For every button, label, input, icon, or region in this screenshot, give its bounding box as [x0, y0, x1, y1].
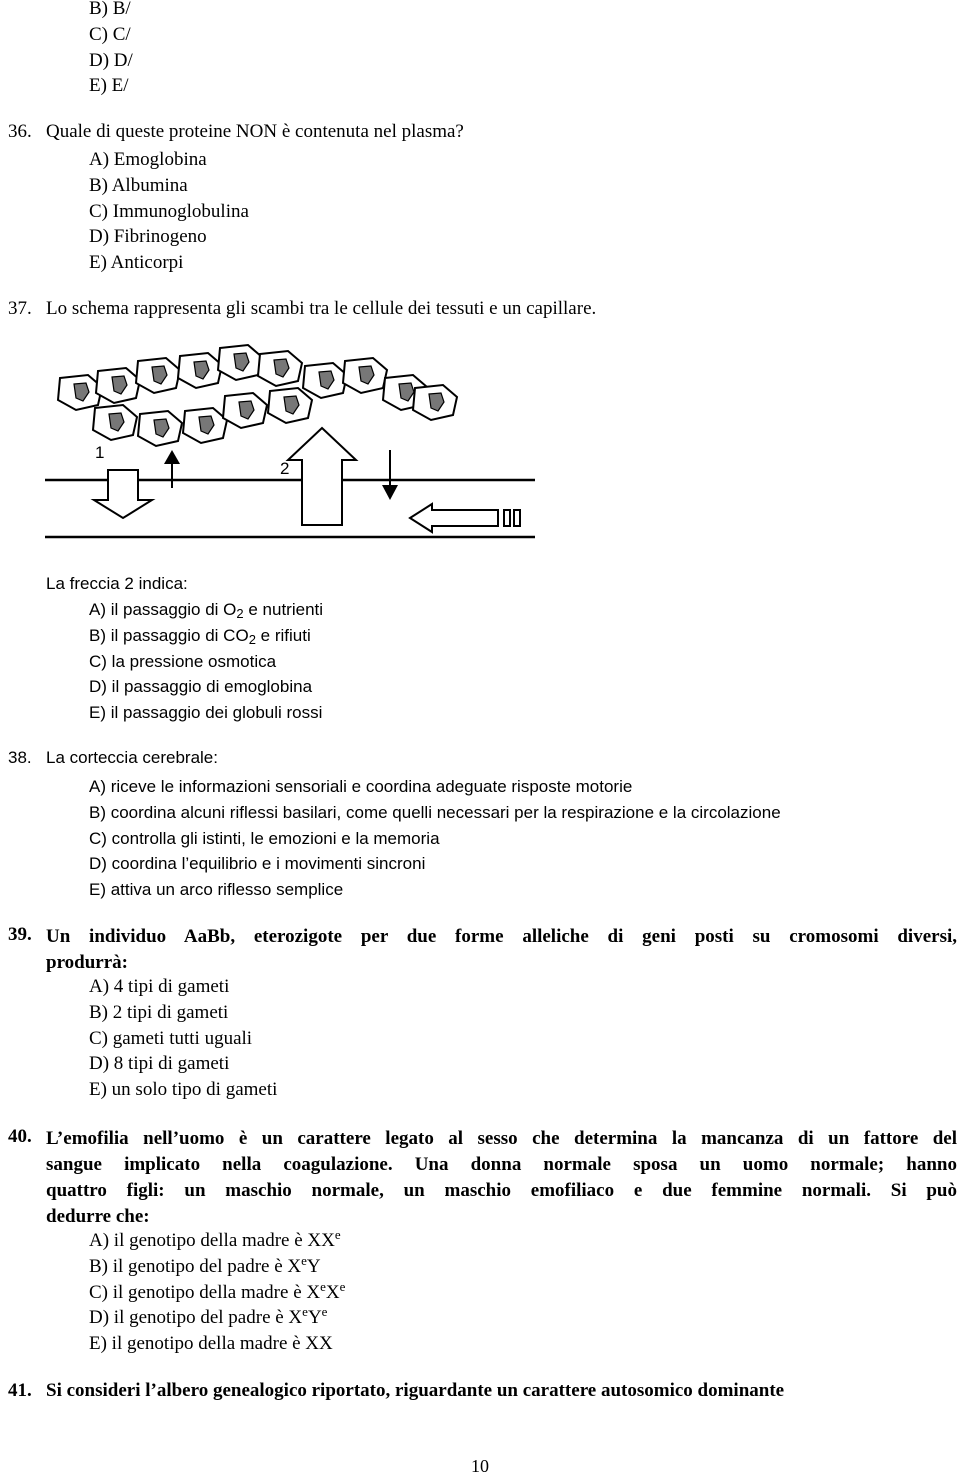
question-text: Si consideri l’albero genealogico riportato, riguardante un carattere autosomico dominante [46, 1380, 785, 1401]
question-prompt: La freccia 2 indica: [46, 574, 188, 593]
answer-option: C) Immunoglobulina [89, 200, 249, 222]
prev-option: E) E/ [89, 75, 129, 97]
answer-option: E) attiva un arco riflesso semplice [89, 880, 344, 900]
answer-options [89, 147, 249, 276]
diagram-label-1: 1 [95, 443, 105, 462]
question-text: La corteccia cerebrale: [46, 748, 218, 767]
diagram-label-2: 2 [280, 459, 290, 478]
question-text [46, 1126, 957, 1230]
question-number: 41. [8, 1380, 32, 1401]
answer-options [89, 774, 781, 903]
answer-option: B) Albumina [89, 174, 188, 196]
answer-option: B) il genotipo del padre è XeY [89, 1252, 321, 1277]
answer-option: E) il genotipo della madre è XX [89, 1333, 333, 1355]
question-text [46, 924, 957, 976]
question-number: 37. [8, 298, 32, 319]
answer-option: A) il genotipo della madre è XXe [89, 1227, 341, 1251]
answer-option: E) Anticorpi [89, 252, 184, 274]
prev-option: B) B/ [89, 0, 131, 19]
question-text-line: sangue implicato nella coagulazione. Una donna normale sposa un uomo normale; hanno [46, 1154, 957, 1175]
answer-option: E) il passaggio dei globuli rossi [89, 703, 323, 723]
answer-option: D) il genotipo del padre è $XeY^e$ [89, 1304, 328, 1329]
answer-option: C) la pressione osmotica [89, 651, 277, 671]
question-number: 36. [8, 121, 32, 142]
question-text-line: dedurre che: [46, 1206, 150, 1227]
question-text: Lo schema rappresenta gli scambi tra le cellule dei tessuti e un capillare. [46, 298, 597, 319]
answer-options [89, 974, 277, 1103]
hollow-arrow-left [410, 504, 498, 532]
question-text-line: quattro figli: un maschio normale, un maschio emofiliaco e due femmine normali. Si può [46, 1180, 957, 1201]
answer-option: C) controlla gli istinti, le emozioni e la memoria [89, 828, 440, 848]
answer-option: B) il passaggio di $CO_2$ e rifiuti [89, 625, 311, 647]
hollow-arrow-down [94, 470, 152, 518]
answer-option: C) gameti tutti uguali [89, 1027, 253, 1049]
question-number: 40. [8, 1126, 32, 1147]
answer-option: D) Fibrinogeno [89, 226, 207, 248]
answer-option: A) 4 tipi di gameti [89, 976, 230, 997]
answer-option: D) il passaggio di emoglobina [89, 677, 313, 697]
answer-option: C) il genotipo della madre è XeXe [89, 1278, 346, 1303]
prev-option: D) D/ [89, 49, 133, 71]
answer-option: E) un solo tipo di gameti [89, 1079, 278, 1101]
question-number: 39. [8, 924, 32, 945]
answer-option: A) il passaggio di $O_2$ e nutrienti [89, 600, 324, 621]
page-number: 10 [471, 1456, 489, 1476]
question-number: 38. [8, 748, 32, 767]
question-text-line: Un individuo AaBb, eterozigote per due forme alleliche di geni posti su cromosomi diversi, [46, 926, 957, 947]
answer-option: D) coordina l’equilibrio e i movimenti sincroni [89, 854, 426, 874]
answer-options [89, 1228, 345, 1357]
answer-option: B) 2 tipi di gameti [89, 1001, 229, 1023]
question-text-line: produrrà: [46, 952, 128, 973]
tissue-cells [58, 345, 457, 446]
answer-option: A) Emoglobina [89, 149, 207, 170]
capillary-exchange-diagram [40, 340, 540, 550]
answer-option: A) riceve le informazioni sensoriali e coordina adeguate risposte motorie [89, 777, 633, 796]
answer-option: B) coordina alcuni riflessi basilari, come quelli necessari per la respirazione e la circolazione [89, 802, 781, 822]
answer-option: D) 8 tipi di gameti [89, 1053, 230, 1075]
question-text: Quale di queste proteine NON è contenuta nel plasma? [46, 121, 464, 142]
prev-options [89, 0, 133, 99]
question-text-line: L’emofilia nell’uomo è un carattere legato al sesso che determina la mancanza di un fattore del [46, 1128, 957, 1149]
hollow-arrow-up [288, 428, 356, 525]
answer-options [89, 597, 323, 726]
prev-option: C) C/ [89, 23, 131, 45]
